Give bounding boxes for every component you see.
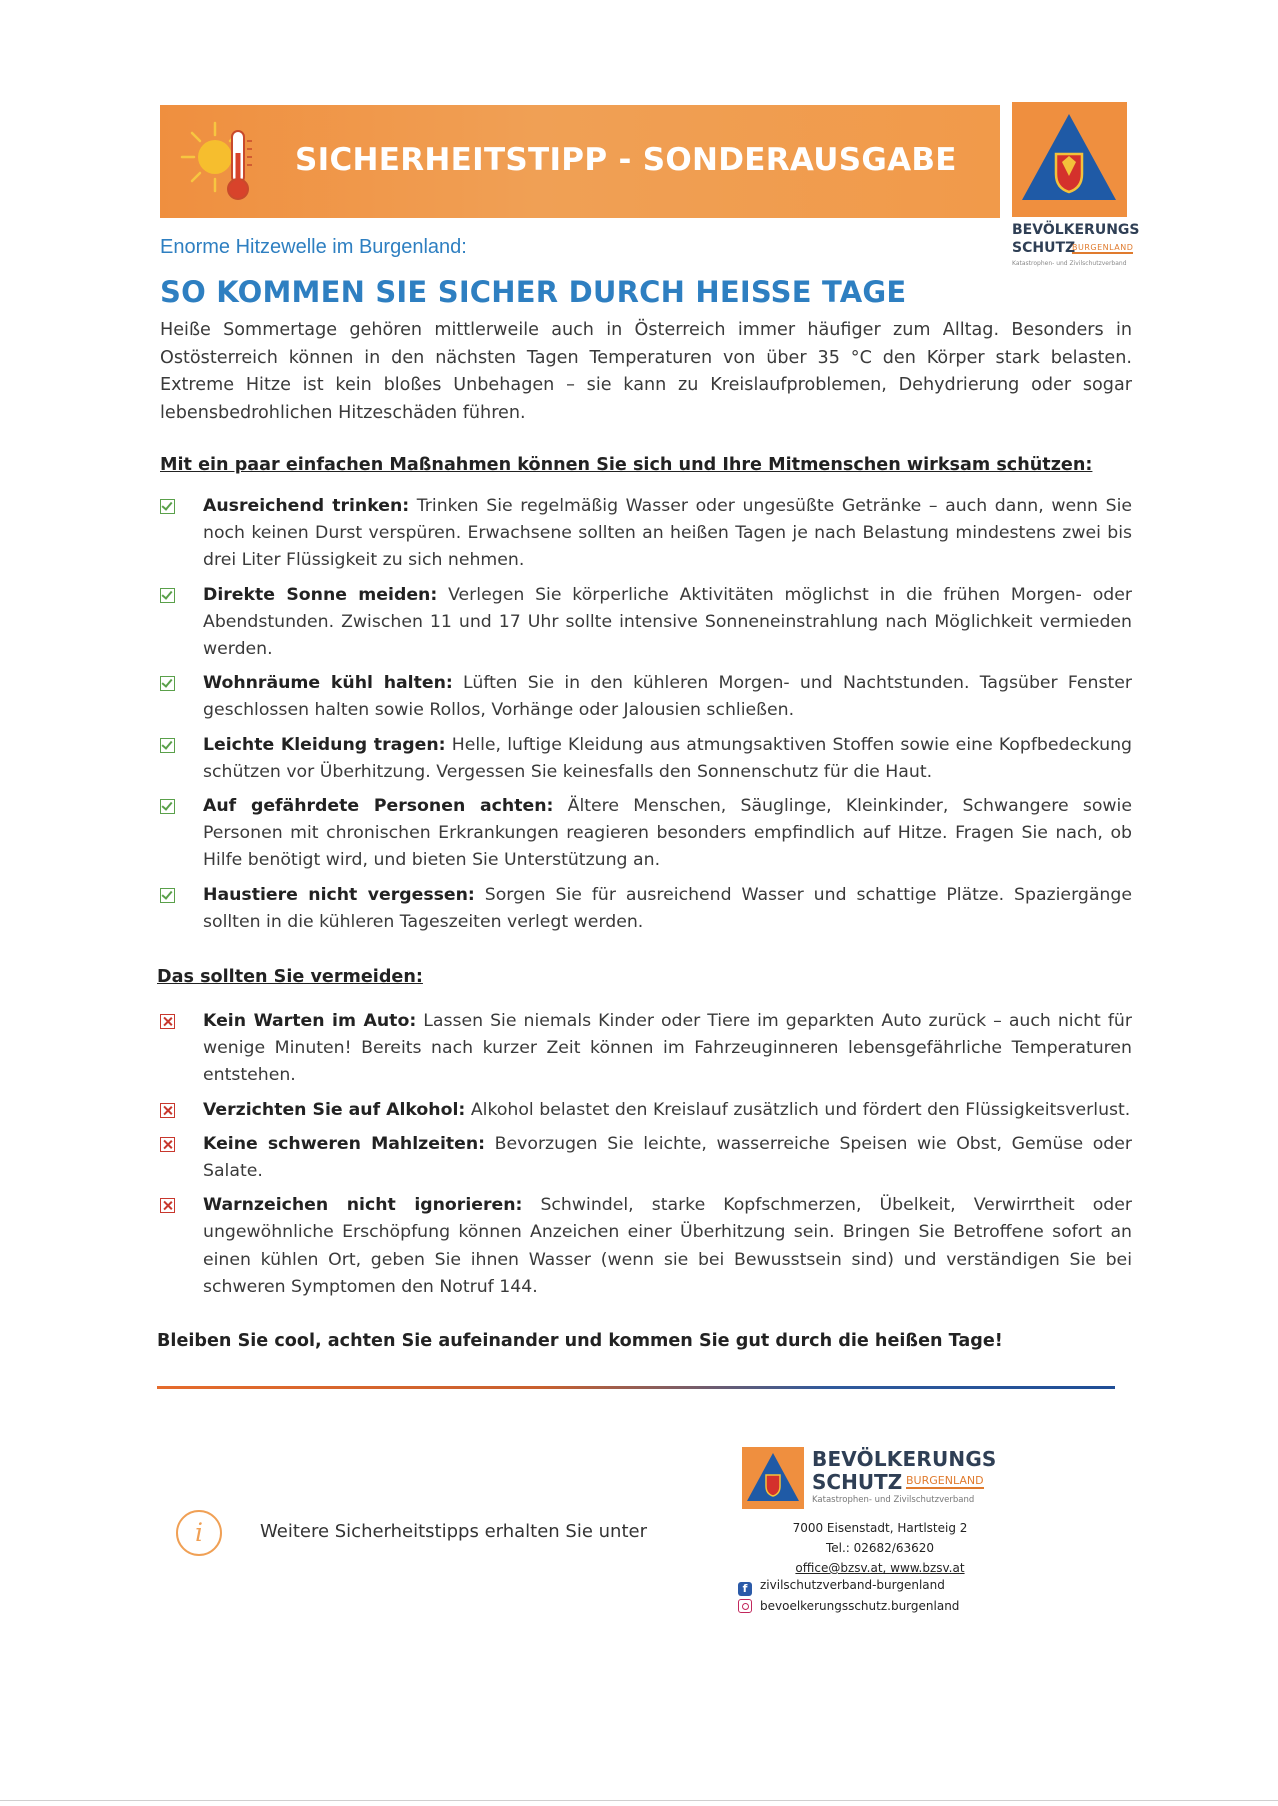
checkbox-crossed-icon xyxy=(160,1103,175,1118)
list-item xyxy=(160,793,1132,875)
civil-protection-triangle-icon xyxy=(742,1447,804,1509)
logo-region: BURGENLAND xyxy=(1072,243,1134,252)
headline: SO KOMMEN SIE SICHER DURCH HEISSE TAGE xyxy=(160,275,907,309)
list-item xyxy=(160,1008,1132,1090)
page-edge-line xyxy=(0,1800,1278,1801)
checkbox-checked-icon xyxy=(160,888,175,903)
list-item xyxy=(160,670,1132,724)
divider xyxy=(157,1386,1115,1389)
item-text: Verlegen Sie körperliche Aktivitäten möglichst in die frühen Morgen- oder Abendstunden. Zwischen 11 und 17 Uhr sollte intensive Sonneneinstrahlung nach Möglichkeit vermieden werden. xyxy=(203,584,1132,660)
info-icon: i xyxy=(176,1510,222,1556)
instagram-icon xyxy=(738,1599,752,1613)
item-text: Schwindel, starke Kopfschmerzen, Übelkeit, Verwirrtheit oder ungewöhnliche Erschöpfung können Anzeichen einer Überhitzung sein. Bringen Sie Betroffene sofort an einen kühlen Ort, geben Sie ihnen Wasser (wenn sie bei Bewusstsein sind) und verständigen Sie bei schweren Symptomen den Notruf 144. xyxy=(203,1195,1132,1297)
civil-protection-triangle-icon xyxy=(1012,102,1127,217)
checkbox-checked-icon xyxy=(160,676,175,691)
item-text: Helle, luftige Kleidung aus atmungsaktiven Stoffen sowie eine Kopfbedeckung schützen vor Überhitzung. Vergessen Sie keinesfalls den Sonnenschutz für die Haut. xyxy=(203,734,1132,782)
banner-title: SICHERHEITSTIPP - SONDERAUSGABE xyxy=(295,142,957,178)
checkbox-checked-icon xyxy=(160,738,175,753)
intro-paragraph: Heiße Sommertage gehören mittlerweile auch in Österreich immer häufiger zum Alltag. Besonders in Ostösterreich können in den nächsten Tagen Temperaturen von über 35 °C den Körper stark belasten. Extreme Hitze ist kein bloßes Unbehagen – sie kann zu Kreislaufproblemen, Dehydrierung oder sogar lebensbedrohlichen Hitzeschäden führen. xyxy=(160,320,1132,423)
item-text: Lüften Sie in den kühleren Morgen- und Nachtstunden. Tagsüber Fenster geschlossen halten sowie Rollos, Vorhänge oder Jalousien schließen. xyxy=(203,673,1132,721)
closing-line: Bleiben Sie cool, achten Sie aufeinander und kommen Sie gut durch die heißen Tage! xyxy=(157,1331,1003,1351)
checkbox-crossed-icon xyxy=(160,1137,175,1152)
footer-logo-name-line2: SCHUTZ xyxy=(812,1470,903,1494)
sun-thermometer-icon xyxy=(170,113,280,213)
item-text: Bevorzugen Sie leichte, wasserreiche Speisen wie Obst, Gemüse oder Salate. xyxy=(203,1133,1132,1182)
footer-logo-subline: Katastrophen- und Zivilschutzverband xyxy=(812,1495,975,1505)
checkbox-checked-icon xyxy=(160,499,175,514)
item-text: Ältere Menschen, Säuglinge, Kleinkinder, Schwangere sowie Personen mit chronischen Erkrankungen reagieren besonders empfindlich auf Hitze. Fragen Sie nach, ob Hilfe benötigt wird, und bieten Sie Unterstützung an. xyxy=(203,796,1132,871)
item-title: Kein Warten im Auto: xyxy=(203,1011,417,1031)
do-section-heading: Mit ein paar einfachen Maßnahmen können Sie sich und Ihre Mitmenschen wirksam schützen: xyxy=(160,455,1093,475)
item-title: Ausreichend trinken: xyxy=(203,496,410,516)
logo-name-line2: SCHUTZ xyxy=(1012,240,1076,256)
item-text: Trinken Sie regelmäßig Wasser oder ungesüßte Getränke – auch dann, wenn Sie noch keinen Durst verspüren. Erwachsene sollten an heißen Tagen je nach Belastung mindestens zwei bis drei Liter Flüssigkeit zu sich nehmen. xyxy=(203,496,1132,571)
item-title: Direkte Sonne meiden: xyxy=(203,584,438,605)
facebook-icon: f xyxy=(738,1582,752,1596)
list-item xyxy=(160,1192,1132,1301)
address: 7000 Eisenstadt, Hartlsteig 2 xyxy=(792,1521,968,1535)
facebook-link[interactable] xyxy=(738,1578,1028,1596)
item-text: Sorgen Sie für ausreichend Wasser und schattige Plätze. Spaziergänge sollten in die kühleren Tageszeiten verlegt werden. xyxy=(203,884,1132,932)
instagram-handle: bevoelkerungsschutz.burgenland xyxy=(760,1599,960,1613)
list-item xyxy=(160,882,1132,936)
header-banner xyxy=(160,105,1000,218)
facebook-handle: zivilschutzverband-burgenland xyxy=(760,1578,945,1592)
avoid-list xyxy=(160,1008,1132,1308)
subtitle: Enorme Hitzewelle im Burgenland: xyxy=(160,236,467,258)
list-item xyxy=(160,732,1132,786)
item-title: Leichte Kleidung tragen: xyxy=(203,734,446,755)
email-web-link[interactable]: office@bzsv.at, www.bzsv.at xyxy=(795,1561,965,1575)
footer-logo xyxy=(742,1447,1012,1509)
checkbox-checked-icon xyxy=(160,588,175,603)
item-title: Verzichten Sie auf Alkohol: xyxy=(203,1099,466,1120)
item-title: Auf gefährdete Personen achten: xyxy=(203,796,554,817)
checkbox-checked-icon xyxy=(160,799,175,814)
logo-name-line1: BEVÖLKERUNGS xyxy=(1012,222,1140,238)
item-title: Warnzeichen nicht ignorieren: xyxy=(203,1195,523,1216)
organization-logo xyxy=(1012,102,1140,267)
avoid-section-heading: Das sollten Sie vermeiden: xyxy=(157,967,423,987)
footer-logo-region: BURGENLAND xyxy=(906,1474,984,1487)
item-title: Wohnräume kühl halten: xyxy=(203,673,453,694)
item-title: Haustiere nicht vergessen: xyxy=(203,884,475,905)
list-item xyxy=(160,493,1132,575)
checkbox-crossed-icon xyxy=(160,1014,175,1029)
phone: Tel.: 02682/63620 xyxy=(825,1541,935,1555)
list-item xyxy=(160,582,1132,664)
item-text: Alkohol belastet den Kreislauf zusätzlich und fördert den Flüssigkeitsverlust. xyxy=(465,1099,1131,1120)
info-text: Weitere Sicherheitstipps erhalten Sie unter xyxy=(260,1521,647,1542)
do-list xyxy=(160,493,1132,943)
list-item xyxy=(160,1131,1132,1185)
item-title: Keine schweren Mahlzeiten: xyxy=(203,1133,486,1154)
contact-block xyxy=(735,1518,1025,1578)
logo-emblem xyxy=(1012,102,1127,217)
instagram-link[interactable] xyxy=(738,1599,1028,1613)
footer-logo-emblem xyxy=(742,1447,804,1509)
logo-subline: Katastrophen- und Zivilschutzverband xyxy=(1012,260,1127,267)
footer-logo-name-line1: BEVÖLKERUNGS xyxy=(812,1447,997,1471)
list-item xyxy=(160,1097,1132,1124)
item-text: Lassen Sie niemals Kinder oder Tiere im geparkten Auto zurück – auch nicht für wenige Minuten! Bereits nach kurzer Zeit können im Fahrzeuginneren lebensgefährliche Temperaturen entstehen. xyxy=(203,1011,1132,1086)
checkbox-crossed-icon xyxy=(160,1198,175,1213)
